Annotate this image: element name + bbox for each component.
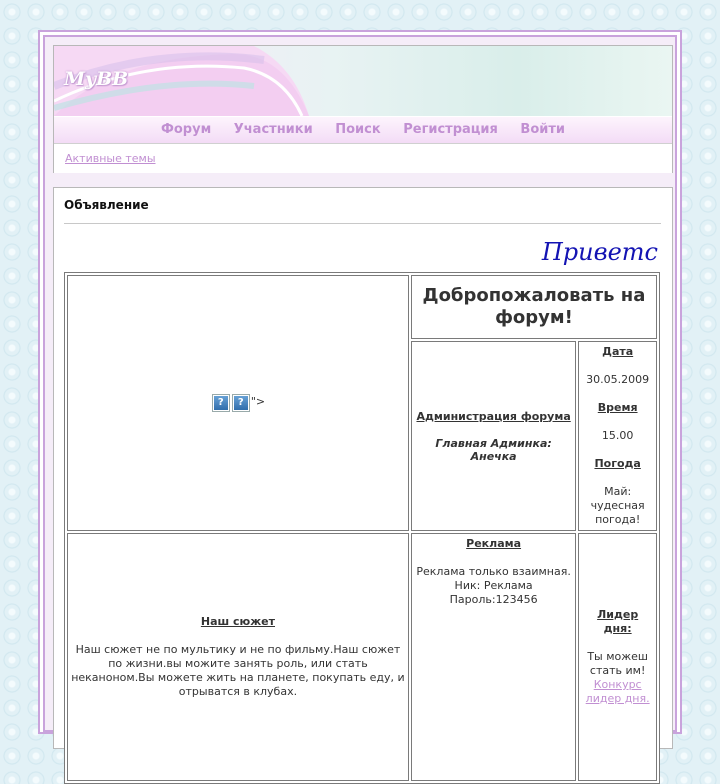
welcome-cell: [411, 275, 657, 339]
page-inner-frame: [43, 35, 677, 732]
plot-cell: [67, 533, 409, 781]
page-frame: [38, 30, 682, 734]
ads-cell: [411, 533, 576, 781]
sub-nav: [54, 143, 672, 173]
active-topics-link[interactable]: Активные темы: [65, 152, 156, 165]
announcement-table: [64, 272, 660, 784]
banner: [54, 46, 672, 116]
welcome-title: Добропожаловать на форум!: [422, 285, 646, 328]
plot-heading: Наш сюжет: [200, 615, 276, 628]
forum-logo[interactable]: MyBB: [64, 68, 129, 90]
broken-image-suffix: ">: [250, 395, 266, 408]
time-value: 15.00: [601, 429, 634, 442]
divider: [64, 223, 661, 224]
leader-heading: Лидер дня:: [597, 608, 639, 635]
main-nav: [54, 117, 672, 143]
broken-image-icon: ?: [232, 394, 250, 412]
info-cell: [578, 341, 657, 531]
forum-header: [53, 45, 673, 173]
date-label: Дата: [602, 345, 634, 358]
announcement-title: Объявление: [64, 198, 149, 212]
banner-swoosh: [54, 46, 672, 116]
nav-search[interactable]: Поиск: [335, 122, 381, 137]
main-admin: Главная Админка: Анечка: [435, 436, 552, 463]
plot-text: Наш сюжет не по мультику и не по фильму.Наш сюжет по жизни.вы можите занять роль, или стать неканоном.Вы можете жить на планете, покупать еду, и отрыватся в клубах.: [71, 643, 405, 698]
ads-heading: Реклама: [466, 537, 522, 550]
weather-label: Погода: [594, 457, 641, 470]
greeting-marquee: Приветс: [541, 238, 658, 266]
ads-text: Реклама только взаимная. Ник: Реклама Пароль:123456: [416, 565, 571, 606]
weather-value: Май: чудесная погода!: [590, 485, 645, 526]
nav-members[interactable]: Участники: [233, 122, 313, 137]
nav-login[interactable]: Войти: [520, 122, 566, 137]
admin-cell: [411, 341, 576, 531]
nav-register[interactable]: Регистрация: [403, 122, 498, 137]
broken-image-icon: ?: [212, 394, 230, 412]
nav-forum[interactable]: Форум: [160, 122, 212, 137]
date-value: 30.05.2009: [586, 373, 650, 386]
leader-cell: [578, 533, 657, 781]
leader-contest-link[interactable]: Конкурс лидер дня.: [585, 678, 650, 705]
image-cell: [67, 275, 409, 531]
admin-heading: Администрация форума: [416, 409, 571, 423]
time-label: Время: [597, 401, 638, 414]
announcement-panel: [53, 187, 673, 749]
leader-text: Ты можеш стать им!: [587, 650, 648, 677]
